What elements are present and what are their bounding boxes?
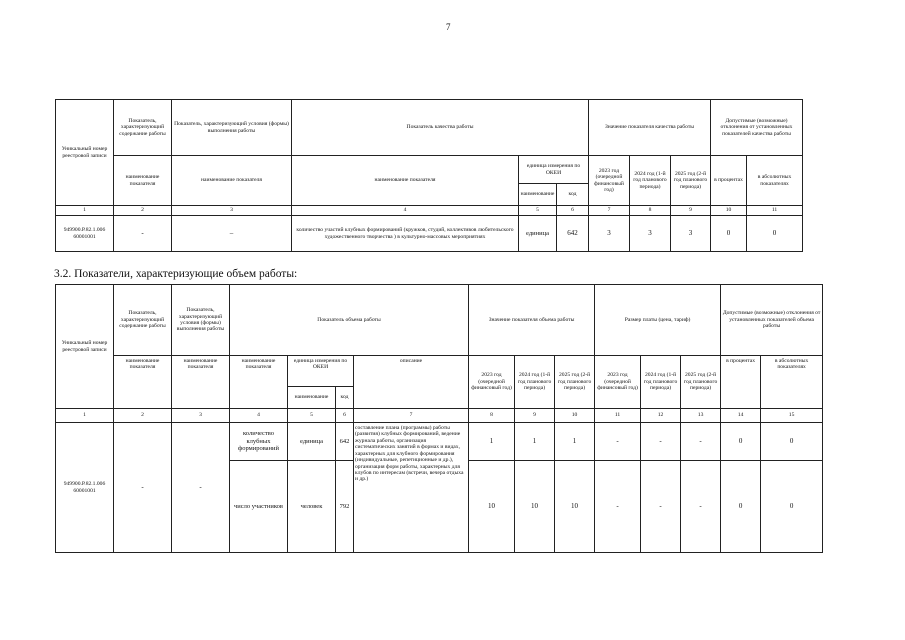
- header-conditions: Показатель, характеризующий условия (формы) выполнения работы: [172, 285, 230, 356]
- col-number: 13: [681, 409, 721, 423]
- header-unit-name: наименование: [288, 387, 336, 409]
- header-unit-code: код: [336, 387, 354, 409]
- header-registry: Уникальный номер реестровой записи: [56, 285, 114, 409]
- page-number: 7: [446, 22, 451, 32]
- table-row: [56, 216, 803, 252]
- content-value: -: [114, 216, 172, 252]
- header-v2025: 2025 год (2-й год планового периода): [555, 356, 595, 409]
- indicator-name: число участников: [230, 461, 288, 553]
- indicator-name: количество участий клубных формирований (кружков, студий, коллективов любительского художественного творчества ) в культурно-массовых мероприятиях: [292, 216, 519, 252]
- conditions-value: -: [172, 423, 230, 553]
- deviation-absolute: 0: [761, 423, 823, 461]
- header-absolute: в абсолютных показателях: [747, 156, 803, 206]
- deviation-absolute: 0: [761, 461, 823, 553]
- header-content: Показатель, характеризующий содержание работы: [114, 285, 172, 356]
- col-number: 11: [747, 206, 803, 216]
- header-v2023: 2023 год (очередной финансовый год): [469, 356, 515, 409]
- header-registry: Уникальный номер реестровой записи: [56, 100, 114, 206]
- unit-name: единица: [288, 423, 336, 461]
- deviation-percent: 0: [721, 423, 761, 461]
- col-number: 2: [114, 409, 172, 423]
- header-f2023: 2023 год (очередной финансовый год): [595, 356, 641, 409]
- header-quality: Показатель качества работы: [292, 100, 589, 156]
- value-2023: 3: [589, 216, 630, 252]
- fee-2024: -: [641, 461, 681, 553]
- header-name-indicator: наименование показателя: [292, 156, 519, 206]
- header-unit-code: код: [557, 184, 589, 206]
- header-deviation: Допустимые (возможные) отклонения от установленных показателей объема работы: [721, 285, 823, 356]
- deviation-percent: 0: [711, 216, 747, 252]
- header-y2025: 2025 год (2-й год планового периода): [671, 156, 711, 206]
- unit-name: человек: [288, 461, 336, 553]
- section-title: 3.2. Показатели, характеризующие объем работы:: [54, 268, 298, 280]
- fee-2025: -: [681, 461, 721, 553]
- col-number: 8: [469, 409, 515, 423]
- header-percent: в процентах: [721, 356, 761, 409]
- header-name-conditions: наименование показателя: [172, 356, 230, 409]
- unit-name: единица: [519, 216, 557, 252]
- work-description: составление плана (программы) работы (развития) клубных формирований, ведение журнала работы, организация систематических занятий в формах и видах, характерных для клубного формирования (индивидуальные, репетиционные и др.), организация форм работы, характерных для клубов по интересам (встречи, вечера отдыха и др.): [354, 423, 469, 553]
- col-number: 14: [721, 409, 761, 423]
- col-number: 4: [230, 409, 288, 423]
- col-number: 10: [711, 206, 747, 216]
- unit-code: 642: [336, 423, 354, 461]
- col-number: 15: [761, 409, 823, 423]
- content-value: -: [114, 423, 172, 553]
- col-number: 9: [515, 409, 555, 423]
- header-conditions: Показатель, характеризующий условия (формы) выполнения работы: [172, 100, 292, 156]
- value-2024: 3: [630, 216, 671, 252]
- col-number: 12: [641, 409, 681, 423]
- fee-2024: -: [641, 423, 681, 461]
- col-number: 1: [56, 206, 114, 216]
- fee-2025: -: [681, 423, 721, 461]
- fee-2023: -: [595, 461, 641, 553]
- header-fee: Размер платы (цена, тариф): [595, 285, 721, 356]
- header-unit: единица измерения по ОКЕИ: [519, 156, 589, 184]
- deviation-percent: 0: [721, 461, 761, 553]
- registry-number: 949900.Р.82.1.006 60001001: [56, 216, 114, 252]
- col-number: 7: [354, 409, 469, 423]
- header-unit: единица измерения по ОКЕИ: [288, 356, 354, 387]
- col-number: 6: [336, 409, 354, 423]
- header-f2025: 2025 год (2-й год планового периода): [681, 356, 721, 409]
- col-number: 8: [630, 206, 671, 216]
- value-2024: 1: [515, 423, 555, 461]
- col-number: 3: [172, 206, 292, 216]
- header-name-indicator: наименование показателя: [230, 356, 288, 409]
- col-number: 5: [288, 409, 336, 423]
- col-number: 9: [671, 206, 711, 216]
- header-name-content: наименование показателя: [114, 156, 172, 206]
- col-number: 10: [555, 409, 595, 423]
- table-row: [56, 423, 823, 461]
- header-deviation: Допустимые (возможные) отклонения от установленных показателей качества работы: [711, 100, 803, 156]
- unit-code: 642: [557, 216, 589, 252]
- header-quality-value: Значение показателя качества работы: [589, 100, 711, 156]
- header-name-conditions: наименование показателя: [172, 156, 292, 206]
- conditions-value: –: [172, 216, 292, 252]
- header-volume-value: Значение показателя объема работы: [469, 285, 595, 356]
- deviation-absolute: 0: [747, 216, 803, 252]
- header-percent: в процентах: [711, 156, 747, 206]
- value-2023: 10: [469, 461, 515, 553]
- value-2023: 1: [469, 423, 515, 461]
- col-number: 7: [589, 206, 630, 216]
- header-absolute: в абсолютных показателях: [761, 356, 823, 409]
- quality-indicators-table: [55, 99, 803, 252]
- value-2024: 10: [515, 461, 555, 553]
- header-description: описание: [354, 356, 469, 409]
- col-number: 3: [172, 409, 230, 423]
- header-unit-name: наименование: [519, 184, 557, 206]
- col-number: 2: [114, 206, 172, 216]
- header-f2024: 2024 год (1-й год планового периода): [641, 356, 681, 409]
- unit-code: 792: [336, 461, 354, 553]
- indicator-name: количество клубных формирований: [230, 423, 288, 461]
- col-number: 1: [56, 409, 114, 423]
- value-2025: 3: [671, 216, 711, 252]
- header-name-content: наименование показателя: [114, 356, 172, 409]
- header-v2024: 2024 год (1-й год планового периода): [515, 356, 555, 409]
- fee-2023: -: [595, 423, 641, 461]
- col-number: 5: [519, 206, 557, 216]
- volume-indicators-table: [55, 284, 823, 553]
- col-number: 11: [595, 409, 641, 423]
- col-number: 6: [557, 206, 589, 216]
- col-number: 4: [292, 206, 519, 216]
- header-y2023: 2023 год (очередной финансовый год): [589, 156, 630, 206]
- value-2025: 10: [555, 461, 595, 553]
- header-content: Показатель, характеризующий содержание работы: [114, 100, 172, 156]
- value-2025: 1: [555, 423, 595, 461]
- header-y2024: 2024 год (1-й год планового периода): [630, 156, 671, 206]
- registry-number: 949900.Р.82.1.006 60001001: [56, 423, 114, 553]
- header-volume: Показатель объема работы: [230, 285, 469, 356]
